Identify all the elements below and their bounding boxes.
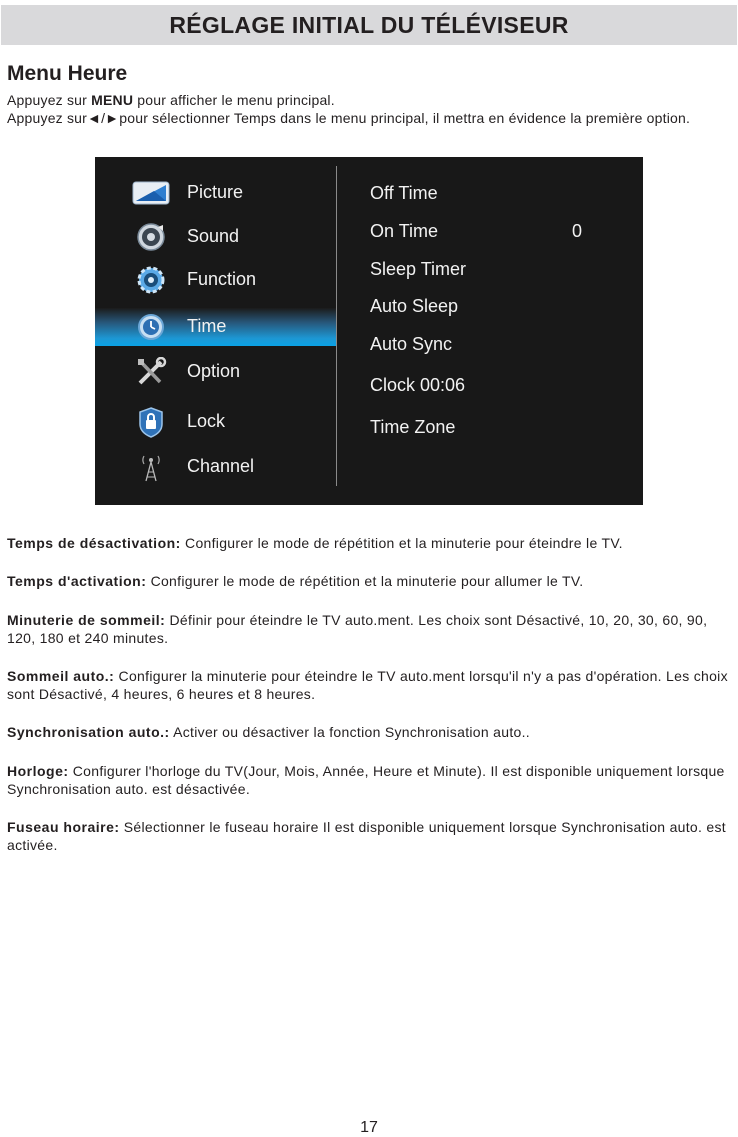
option-tools-icon [131,358,171,386]
tv-menu-label: Option [187,361,241,381]
tv-menu-item-function [95,261,336,299]
sound-icon [131,223,171,251]
tv-menu-item-picture [95,174,336,212]
tv-menu-screenshot [95,157,643,505]
arrow-keys-label: ◄/► [87,109,120,126]
lock-icon [131,408,171,436]
tv-menu-divider [336,166,337,486]
tv-submenu-item: Time Zone [370,417,456,437]
tv-menu-item-lock [95,403,336,441]
description-off-time: Temps de désactivation: Configurer le mode de répétition et la minuterie pour éteindre le TV. [7,535,623,551]
intro-text [7,92,731,127]
function-icon [131,266,171,294]
tv-menu-item-channel [95,448,336,486]
tv-menu-label: Channel [187,456,255,476]
tv-menu-item-time [95,308,336,346]
tv-submenu-item: Sleep Timer [370,259,467,279]
tv-submenu-item: Auto Sleep [370,296,459,316]
page-header-title: RÉGLAGE INITIAL DU TÉLÉVISEUR [169,11,569,38]
intro-line-2: Appuyez sur◄/►pour sélectionner Temps dans le menu principal, il mettra en évidence la première option. [7,109,691,126]
clock-icon [131,313,171,341]
tv-menu-label: Sound [187,226,240,246]
tv-menu-label: Time [187,316,227,336]
page-number: 17 [360,1119,378,1136]
intro-line-1: Appuyez sur MENU pour afficher le menu principal. [7,92,335,108]
tv-submenu-item: Auto Sync [370,334,453,354]
tv-menu-item-sound [95,218,336,256]
section-title: Menu Heure [7,62,128,85]
menu-key-label: MENU [91,92,134,108]
tv-menu-label: Lock [187,411,226,431]
description-sleep-timer: Minuterie de sommeil: Définir pour éteindre le TV auto.ment. Les choix sont Désactivé, 10, 20, 30, 60, 90, 120, 180 et 240 minutes. [7,612,708,646]
tv-menu-label: Picture [187,182,244,202]
picture-icon [131,179,171,207]
tv-menu-item-option [95,353,336,391]
page-header [1,5,737,45]
tv-menu-label: Function [187,269,257,289]
description-clock: Horloge: Configurer l'horloge du TV(Jour, Mois, Année, Heure et Minute). Il est disponible uniquement lorsque Synchronisation auto. est désactivée. [7,763,725,797]
description-on-time: Temps d'activation: Configurer le mode de répétition et la minuterie pour allumer le TV. [7,573,584,589]
tv-submenu-item: Clock 00:06 [370,375,466,395]
description-auto-sleep: Sommeil auto.: Configurer la minuterie pour éteindre le TV auto.ment lorsqu'il n'y a pas d'opération. Les choix sont Désactivé, 4 heures, 6 heures et 8 heures. [7,668,728,702]
tv-submenu-value: 0 [572,221,583,241]
tv-submenu-item: Off Time [370,183,438,203]
antenna-icon [131,453,171,481]
description-auto-sync: Synchronisation auto.: Activer ou désactiver la fonction Synchronisation auto.. [7,724,530,740]
description-time-zone: Fuseau horaire: Sélectionner le fuseau horaire Il est disponible uniquement lorsque Synchronisation auto. est activée. [7,819,726,853]
tv-submenu-item: On Time [370,221,439,241]
